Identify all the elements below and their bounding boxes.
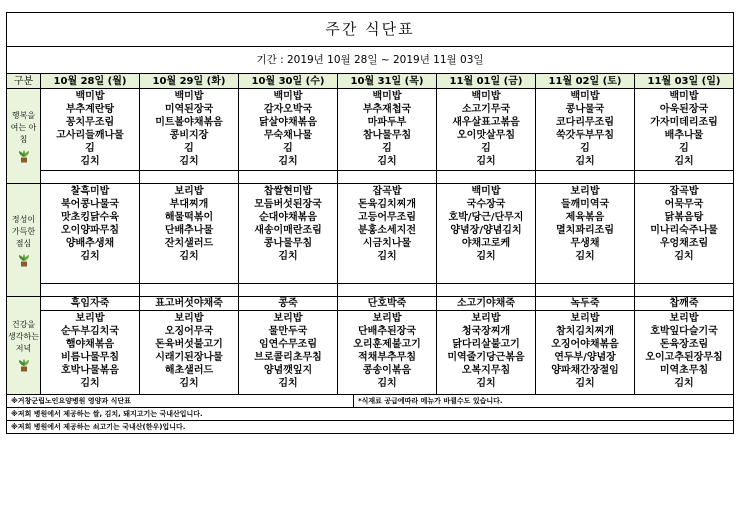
breakfast-cell <box>239 89 338 171</box>
menu-item: 미나리숙주나물 <box>650 225 718 236</box>
menu-item: 새송이매란조림 <box>254 225 322 236</box>
menu-item: 시금치나물 <box>362 238 412 249</box>
menu-item: 김치 <box>674 251 694 262</box>
day-header: 11월 01일 (금) <box>437 74 536 89</box>
menu-item: 해초샐러드 <box>164 365 214 376</box>
snack-cell: 표고버섯야채죽 <box>140 297 239 311</box>
menu-item: 들깨미역국 <box>560 199 610 210</box>
snack-cell: 콩죽 <box>239 297 338 311</box>
snack-row <box>7 297 734 311</box>
empty-cell <box>41 284 140 297</box>
menu-item: 양파채간장절임 <box>551 365 619 376</box>
dinner-cell <box>41 311 140 395</box>
menu-item: 오리훈제불고기 <box>353 339 421 350</box>
menu-item: 백미밥 <box>372 91 402 102</box>
meal-label-text: 행복을 여는 아침 <box>10 110 37 144</box>
empty-cell <box>338 284 437 297</box>
menu-item: 오이양파무침 <box>61 225 119 236</box>
menu-item: 미역줄기당근볶음 <box>447 352 525 363</box>
menu-item: 양념장/양념김치 <box>450 225 522 236</box>
menu-item: 보리밥 <box>372 313 402 324</box>
breakfast-label <box>7 89 41 184</box>
dinner-cell <box>635 311 734 395</box>
menu-item: 참나물무침 <box>362 130 412 141</box>
breakfast-cell <box>635 89 734 171</box>
menu-item: 청국장찌개 <box>461 326 511 337</box>
menu-item: 백미밥 <box>471 186 501 197</box>
menu-item: 아욱된장국 <box>659 104 709 115</box>
lunch-cell <box>536 184 635 284</box>
day-header: 11월 02일 (토) <box>536 74 635 89</box>
menu-item: 분홍소세지전 <box>358 225 416 236</box>
breakfast-cell <box>41 89 140 171</box>
menu-item: 물만두국 <box>268 326 308 337</box>
menu-item: 단배추된장국 <box>358 326 416 337</box>
menu-item: 햄야채볶음 <box>65 339 115 350</box>
empty-cell <box>635 171 734 184</box>
menu-item: 무숙채나물 <box>263 130 313 141</box>
menu-item: 돈육김치찌개 <box>358 199 416 210</box>
menu-item: 김치 <box>476 251 496 262</box>
menu-item: 백미밥 <box>471 91 501 102</box>
day-header: 11월 03일 (일) <box>635 74 734 89</box>
lunch-cell <box>239 184 338 284</box>
empty-cell <box>437 171 536 184</box>
note-row-2 <box>7 407 733 420</box>
menu-item: 부대찌개 <box>169 199 209 210</box>
menu-item: 보리밥 <box>669 313 699 324</box>
meal-label-text: 정성이 가득한 점심 <box>11 214 36 248</box>
menu-item: 모듬버섯된장국 <box>254 199 322 210</box>
empty-cell <box>239 284 338 297</box>
gubun-header: 구분 <box>7 74 41 89</box>
menu-item: 김치 <box>674 156 694 167</box>
menu-item: 김 <box>382 143 392 154</box>
dinner-row <box>7 311 734 395</box>
menu-item: 무생채 <box>570 238 600 249</box>
menu-item: 잔치샐러드 <box>164 238 214 249</box>
note-text: ※저희 병원에서 제공하는 쇠고기는 국내산(한우)입니다. <box>11 423 186 431</box>
menu-item: 쑥갓두부무침 <box>556 130 614 141</box>
breakfast-spacer-row <box>7 171 734 184</box>
menu-item: 김치 <box>278 378 298 389</box>
menu-item: 콩송이볶음 <box>362 365 412 376</box>
menu-item: 김 <box>85 143 95 154</box>
menu-item: 김 <box>679 143 689 154</box>
menu-item: 미역된장국 <box>164 104 214 115</box>
menu-item: 새우살표고볶음 <box>452 117 520 128</box>
menu-item: 김치 <box>278 251 298 262</box>
menu-item: 부추계란탕 <box>65 104 115 115</box>
menu-item: 김치 <box>575 156 595 167</box>
empty-cell <box>140 171 239 184</box>
empty-cell <box>635 284 734 297</box>
menu-item: 보리밥 <box>570 186 600 197</box>
dinner-cell <box>338 311 437 395</box>
menu-item: 김치 <box>476 378 496 389</box>
day-header: 10월 29일 (화) <box>140 74 239 89</box>
menu-item: 오이맛살무침 <box>457 130 515 141</box>
menu-item: 임연수무조림 <box>259 339 317 350</box>
menu-item: 김치 <box>80 156 100 167</box>
menu-item: 양배추생채 <box>65 238 115 249</box>
menu-item: 김치 <box>377 378 397 389</box>
menu-item: 소고기무국 <box>461 104 511 115</box>
note-row-3 <box>7 420 733 433</box>
menu-item: 김치 <box>179 251 199 262</box>
menu-item: 보리밥 <box>174 313 204 324</box>
menu-item: 오이고추된장무침 <box>645 352 723 363</box>
menu-item: 어묵무국 <box>664 199 704 210</box>
menu-item: 코다리무조림 <box>556 117 614 128</box>
breakfast-cell <box>338 89 437 171</box>
menu-item: 백미밥 <box>669 91 699 102</box>
menu-item: 백미밥 <box>75 91 105 102</box>
menu-item: 백미밥 <box>174 91 204 102</box>
menu-item: 국수장국 <box>466 199 506 210</box>
menu-item: 꽁치무조림 <box>65 117 115 128</box>
menu-item: 김치 <box>575 378 595 389</box>
menu-item: 김 <box>283 143 293 154</box>
note-text-right: *식재료 공급에따라 메뉴가 바뀔수도 있습니다. <box>353 395 503 407</box>
menu-item: 고등어무조림 <box>358 212 416 223</box>
menu-item: 순대야채볶음 <box>259 212 317 223</box>
lunch-cell <box>338 184 437 284</box>
menu-sheet <box>6 12 734 434</box>
menu-item: 보리밥 <box>570 313 600 324</box>
empty-cell <box>338 171 437 184</box>
empty-cell <box>536 284 635 297</box>
menu-item: 우엉채조림 <box>659 238 709 249</box>
dinner-label <box>7 297 41 395</box>
menu-item: 단배추나물 <box>164 225 214 236</box>
menu-item: 김치 <box>377 156 397 167</box>
menu-item: 닭살야채볶음 <box>259 117 317 128</box>
menu-item: 콩나물국 <box>565 104 605 115</box>
menu-item: 김치 <box>179 378 199 389</box>
menu-item: 멸치꽈리조림 <box>556 225 614 236</box>
menu-item: 닭다리살불고기 <box>452 339 520 350</box>
menu-item: 백미밥 <box>570 91 600 102</box>
menu-table <box>6 73 734 395</box>
menu-item: 백미밥 <box>273 91 303 102</box>
menu-item: 김치 <box>476 156 496 167</box>
menu-item: 보리밥 <box>471 313 501 324</box>
menu-item: 참치김치찌개 <box>556 326 614 337</box>
menu-item: 적채부추무침 <box>358 352 416 363</box>
snack-cell: 찹깨죽 <box>635 297 734 311</box>
menu-item: 제육볶음 <box>565 212 605 223</box>
menu-item: 김치 <box>674 378 694 389</box>
meal-label-text: 건강을 생각하는 저녁 <box>8 320 39 353</box>
potted-plant-icon <box>17 358 31 372</box>
potted-plant-icon <box>17 149 31 163</box>
menu-item: 감자오박국 <box>263 104 313 115</box>
menu-item: 부추재첩국 <box>362 104 412 115</box>
lunch-cell <box>635 184 734 284</box>
menu-item: 호박잎다슬기국 <box>650 326 718 337</box>
menu-item: 순두부김치국 <box>61 326 119 337</box>
menu-item: 미역초무침 <box>659 365 709 376</box>
day-header: 10월 30일 (수) <box>239 74 338 89</box>
breakfast-row <box>7 89 734 171</box>
menu-item: 가자미데리조림 <box>650 117 718 128</box>
menu-item: 보리밥 <box>75 313 105 324</box>
page-title: 주간 식단표 <box>6 12 734 46</box>
menu-item: 김치 <box>80 251 100 262</box>
empty-cell <box>437 284 536 297</box>
lunch-cell <box>140 184 239 284</box>
empty-cell <box>140 284 239 297</box>
menu-item: 김치 <box>179 156 199 167</box>
menu-item: 잡곡밥 <box>372 186 402 197</box>
menu-item: 닭볶음탕 <box>664 212 704 223</box>
menu-item: 콩비지장 <box>169 130 209 141</box>
period-text: 기간 : 2019년 10월 28일 ~ 2019년 11월 03일 <box>6 46 734 73</box>
note-text: ※거창군립노인요양병원 영양과 식단표 <box>11 397 131 405</box>
empty-cell <box>239 171 338 184</box>
menu-item: 해물떡볶이 <box>164 212 214 223</box>
menu-item: 미트볼야채볶음 <box>155 117 223 128</box>
empty-cell <box>41 171 140 184</box>
menu-item: 양념깻잎지 <box>263 365 313 376</box>
menu-item: 오징어무국 <box>164 326 214 337</box>
menu-item: 오징어야채볶음 <box>551 339 619 350</box>
lunch-cell <box>437 184 536 284</box>
menu-item: 김 <box>580 143 590 154</box>
snack-cell: 흑임자죽 <box>41 297 140 311</box>
lunch-cell <box>41 184 140 284</box>
menu-item: 김 <box>184 143 194 154</box>
menu-item: 배추나물 <box>664 130 704 141</box>
menu-item: 김치 <box>278 156 298 167</box>
header-row <box>7 74 734 89</box>
menu-item: 호박/당근/단무지 <box>448 212 524 223</box>
menu-item: 김치 <box>575 251 595 262</box>
menu-item: 김 <box>481 143 491 154</box>
lunch-label <box>7 184 41 297</box>
menu-item: 콩나물무침 <box>263 238 313 249</box>
menu-item: 북어콩나물국 <box>61 199 119 210</box>
menu-item: 오복지무침 <box>461 365 511 376</box>
day-header: 10월 28일 (월) <box>41 74 140 89</box>
menu-item: 찰흑미밥 <box>70 186 110 197</box>
note-text: ※저희 병원에서 제공하는 쌀, 김치, 돼지고기는 국내산입니다. <box>11 410 203 418</box>
menu-item: 시래기된장나물 <box>155 352 223 363</box>
menu-item: 보리밥 <box>174 186 204 197</box>
menu-item: 돈육버섯불고기 <box>155 339 223 350</box>
dinner-cell <box>140 311 239 395</box>
menu-item: 연두부/양념장 <box>554 352 616 363</box>
snack-cell: 소고기야채죽 <box>437 297 536 311</box>
menu-item: 돈육장조림 <box>659 339 709 350</box>
menu-item: 잡곡밥 <box>669 186 699 197</box>
menu-item: 찹쌀현미밥 <box>263 186 313 197</box>
lunch-spacer-row <box>7 284 734 297</box>
menu-item: 김치 <box>377 251 397 262</box>
breakfast-cell <box>536 89 635 171</box>
day-header: 10월 31일 (목) <box>338 74 437 89</box>
note-row-1 <box>7 395 733 407</box>
menu-item: 보리밥 <box>273 313 303 324</box>
breakfast-cell <box>437 89 536 171</box>
lunch-row <box>7 184 734 284</box>
snack-cell: 녹두죽 <box>536 297 635 311</box>
dinner-cell <box>239 311 338 395</box>
dinner-cell <box>437 311 536 395</box>
menu-item: 마파두부 <box>367 117 407 128</box>
menu-item: 고사리들깨나물 <box>56 130 124 141</box>
menu-item: 비름나물무침 <box>61 352 119 363</box>
menu-item: 브로콜리초무침 <box>254 352 322 363</box>
snack-cell: 단호박죽 <box>338 297 437 311</box>
potted-plant-icon <box>17 253 31 267</box>
notes <box>6 395 734 434</box>
empty-cell <box>536 171 635 184</box>
menu-item: 김치 <box>80 378 100 389</box>
menu-item: 야채고로케 <box>461 238 511 249</box>
dinner-cell <box>536 311 635 395</box>
menu-item: 맛초킹닭수육 <box>61 212 119 223</box>
breakfast-cell <box>140 89 239 171</box>
menu-item: 호박나물볶음 <box>61 365 119 376</box>
